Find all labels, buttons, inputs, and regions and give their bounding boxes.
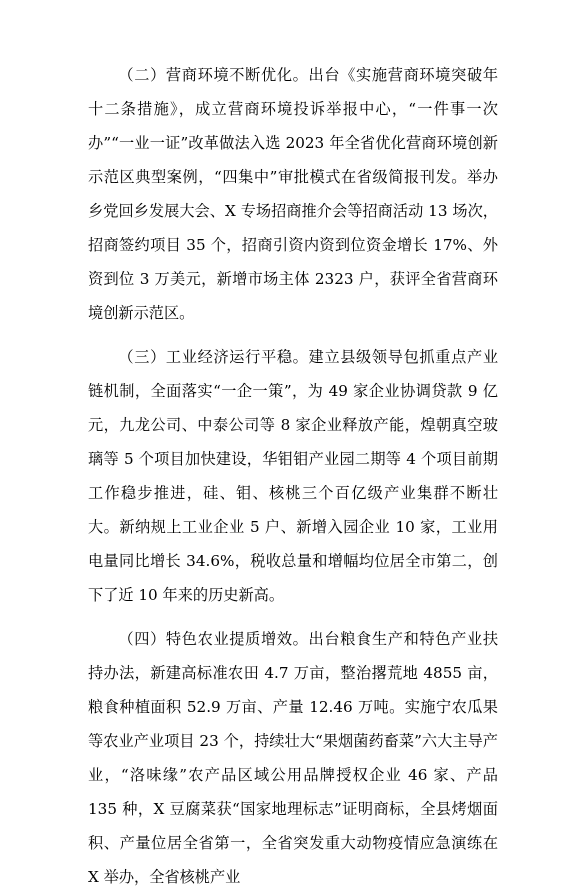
paragraph-business-environment: （二）营商环境不断优化。出台《实施营商环境突破年十二条措施》，成立营商环境投诉举报中心，“一件事一次办”“一业一证”改革做法入选 2023 年全省优化营商环境创新示范区典型案例，“四集中”审批模式在省级简报刊发。举办乡党回乡发展大会、X 专场招商推介会等招商活动 13 场次，招商签约项目 35 个，招商引资内资到位资金增长 17%、外资到位 3 万美元，新增市场主体 2323 户，获评全省营商环境创新示范区。 (88, 66, 498, 322)
document-body (88, 58, 498, 894)
paragraph-industrial-economy: （三）工业经济运行平稳。建立县级领导包抓重点产业链机制，全面落实“一企一策”，为 49 家企业协调贷款 9 亿元，九龙公司、中泰公司等 8 家企业释放产能，煌朝真空玻璃等 5 个项目加快建设，华钼钼产业园二期等 4 个项目前期工作稳步推进，硅、钼、核桃三个百亿级产业集群不断壮大。新纳规上工业企业 5 户、新增入园企业 10 家，工业用电量同比增长 34.6%，税收总量和增幅均位居全市第二，创下了近 10 年来的历史新高。 (88, 348, 498, 604)
paragraph-specialty-agriculture: （四）特色农业提质增效。出台粮食生产和特色产业扶持办法，新建高标准农田 4.7 万亩，整治撂荒地 4855 亩，粮食种植面积 52.9 万亩、产量 12.46 万吨。实施宁农瓜果等农业产业项目 23 个，持续壮大“果烟菌药畜菜”六大主导产业，“洛味缘”农产品区域公用品牌授权企业 46 家、产品 135 种，X 豆腐菜获“国家地理标志”证明商标，全县烤烟面积、产量位居全省第一，全省突发重大动物疫情应急演练在 X 举办，全省核桃产业 (88, 630, 498, 886)
